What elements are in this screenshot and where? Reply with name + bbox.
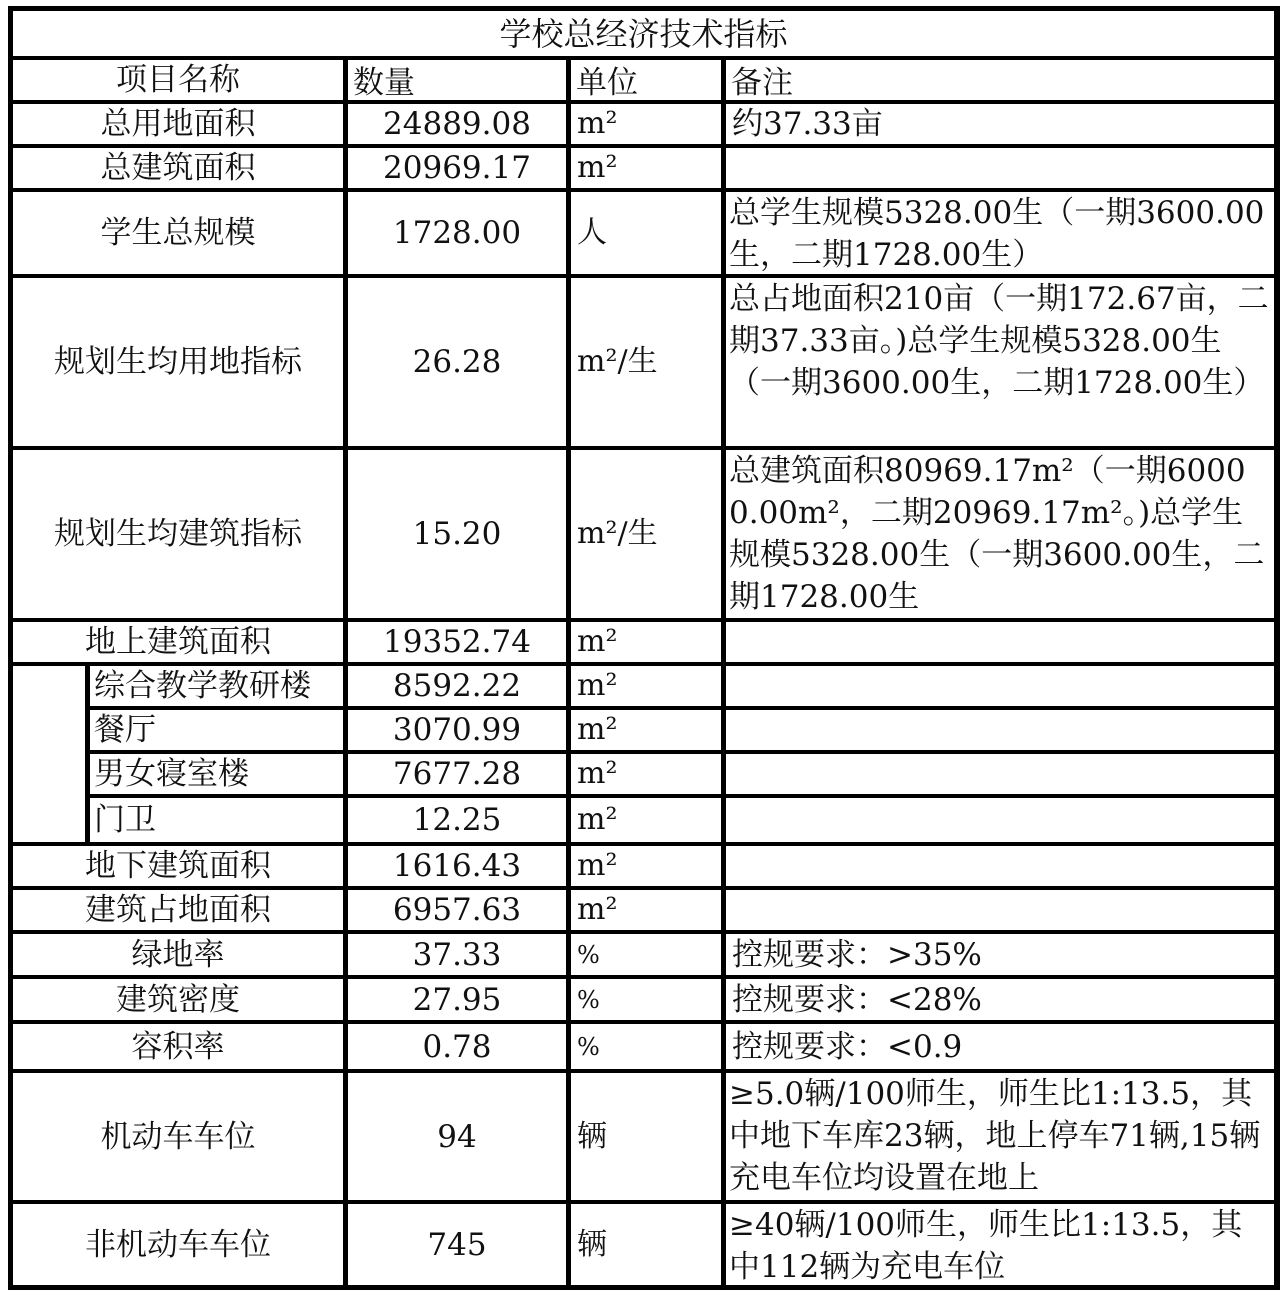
- row-value: 15.20: [348, 450, 566, 618]
- row-unit: m²/生: [571, 278, 721, 446]
- row-note: 控规要求：<28%: [726, 979, 1274, 1020]
- sub-row-name: 门卫: [90, 798, 343, 842]
- row-value: 745: [348, 1204, 566, 1285]
- sub-row-name: 男女寝室楼: [90, 754, 343, 794]
- table-title: 学校总经济技术指标: [13, 11, 1274, 56]
- sub-row-name: 综合教学教研楼: [90, 666, 343, 706]
- row-unit: %: [571, 979, 721, 1020]
- header-remarks: 备注: [726, 60, 1274, 100]
- row-name: 总用地面积: [13, 104, 343, 144]
- row-note: 约37.33亩: [726, 104, 1274, 144]
- row-note: 总建筑面积80969.17m²（一期60000.00m²，二期20969.17m²。)总学生规模5328.00生（一期3600.00生，二期1728.00生: [726, 450, 1274, 618]
- row-name: 地下建筑面积: [13, 846, 343, 886]
- row-unit: m²: [571, 890, 721, 930]
- row-note: 总学生规模5328.00生（一期3600.00生，二期1728.00生）: [726, 192, 1274, 274]
- row-unit: m²: [571, 710, 721, 750]
- row-name: 学生总规模: [13, 192, 343, 274]
- row-name: 地上建筑面积: [13, 622, 343, 662]
- row-value: 3070.99: [348, 710, 566, 750]
- row-value: 24889.08: [348, 104, 566, 144]
- row-note: [726, 754, 1274, 794]
- row-note: [726, 148, 1274, 188]
- row-value: 19352.74: [348, 622, 566, 662]
- header-unit: 单位: [571, 60, 721, 100]
- row-unit: m²: [571, 148, 721, 188]
- row-name: 规划生均用地指标: [13, 278, 343, 446]
- row-value: 6957.63: [348, 890, 566, 930]
- row-note: 控规要求：>35%: [726, 934, 1274, 975]
- row-note: [726, 798, 1274, 842]
- row-value: 27.95: [348, 979, 566, 1020]
- row-value: 26.28: [348, 278, 566, 446]
- row-unit: m²/生: [571, 450, 721, 618]
- row-name: 非机动车车位: [13, 1204, 343, 1285]
- row-note: 总占地面积210亩（一期172.67亩，二期37.33亩。)总学生规模5328.00生（一期3600.00生，二期1728.00生）: [726, 278, 1274, 446]
- row-value: 0.78: [348, 1024, 566, 1069]
- row-value: 94: [348, 1073, 566, 1200]
- row-name: 绿地率: [13, 934, 343, 975]
- row-note: [726, 846, 1274, 886]
- row-note: 控规要求：<0.9: [726, 1024, 1274, 1069]
- row-unit: m²: [571, 666, 721, 706]
- row-unit: m²: [571, 754, 721, 794]
- row-note: ≥40辆/100师生，师生比1:13.5，其中112辆为充电车位: [726, 1204, 1274, 1285]
- row-note: [726, 622, 1274, 662]
- row-name: 总建筑面积: [13, 148, 343, 188]
- row-unit: m²: [571, 798, 721, 842]
- row-unit: 辆: [571, 1204, 721, 1285]
- header-item-name: 项目名称: [13, 60, 343, 100]
- row-unit: %: [571, 1024, 721, 1069]
- sub-row-name: 餐厅: [90, 710, 343, 750]
- row-value: 20969.17: [348, 148, 566, 188]
- row-note: [726, 666, 1274, 706]
- row-unit: m²: [571, 846, 721, 886]
- row-name: 建筑占地面积: [13, 890, 343, 930]
- row-value: 8592.22: [348, 666, 566, 706]
- row-value: 7677.28: [348, 754, 566, 794]
- row-note: ≥5.0辆/100师生，师生比1:13.5，其中地下车库23辆，地上停车71辆,15辆充电车位均设置在地上: [726, 1073, 1274, 1200]
- row-value: 1616.43: [348, 846, 566, 886]
- header-quantity: 数量: [348, 60, 566, 100]
- row-note: [726, 890, 1274, 930]
- row-unit: 辆: [571, 1073, 721, 1200]
- row-name: 建筑密度: [13, 979, 343, 1020]
- row-name: 规划生均建筑指标: [13, 450, 343, 618]
- row-name: 机动车车位: [13, 1073, 343, 1200]
- row-unit: %: [571, 934, 721, 975]
- row-unit: 人: [571, 192, 721, 274]
- economic-indicators-table: [8, 6, 1280, 1290]
- row-note: [726, 710, 1274, 750]
- row-name: 容积率: [13, 1024, 343, 1069]
- row-value: 12.25: [348, 798, 566, 842]
- row-value: 1728.00: [348, 192, 566, 274]
- sub-item-indent: [13, 666, 85, 842]
- row-unit: m²: [571, 622, 721, 662]
- row-value: 37.33: [348, 934, 566, 975]
- row-unit: m²: [571, 104, 721, 144]
